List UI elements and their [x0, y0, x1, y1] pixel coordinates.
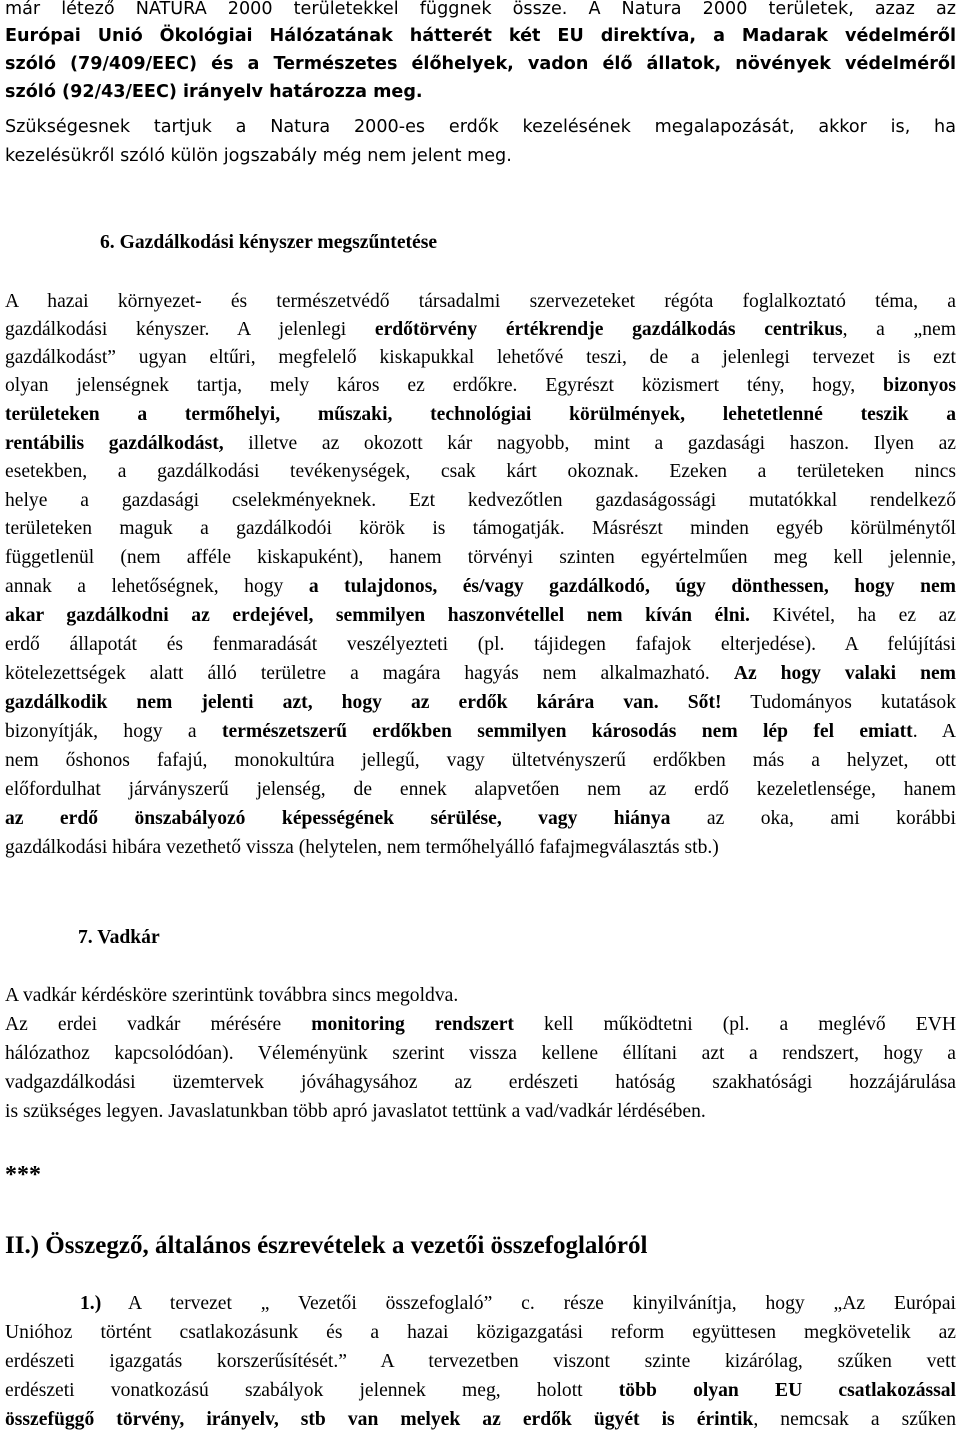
text-line: területeken a termőhelyi, műszaki, technológiai körülmények, lehetetlenné teszik a — [5, 404, 956, 425]
text-line: erdészeti vonatkozású szabályok jelennek meg, holott több olyan EU csatlakozással — [5, 1380, 956, 1401]
separator-stars: *** — [5, 1162, 41, 1188]
text-line: függetlenül (nem afféle kiskapuként), hanem törvényi szinten egyértelműen meg kell jelennie, — [5, 547, 956, 568]
section-heading: 6. Gazdálkodási kényszer megszűntetése — [100, 232, 438, 253]
text-line: szóló (79/409/EEC) és a Természetes élőhelyek, vadon élő állatok, növények védelméről — [5, 54, 956, 74]
text-line: Unióhoz történt csatlakozásunk és a hazai közigazgatási reform együttesen megkövetelik az — [5, 1322, 956, 1343]
text-line: vadgazdálkodási üzemtervek jóváhagysához az erdészeti hatóság szakhatósági hozzájárulása — [5, 1072, 956, 1093]
text-line: az erdő önszabályozó képességének sérülése, vagy hiánya az oka, ami korábbi — [5, 808, 956, 829]
text-line: bizonyítják, hogy a természetszerű erdőkben semmilyen károsodás nem lép fel emiatt. A — [5, 721, 956, 742]
text-line: nem őshonos fafajú, monokultúra jellegű, vagy ültetvényszerű erdőkben más a helyzet, ott — [5, 750, 956, 771]
text-line: is szükséges legyen. Javaslatunkban több apró javaslatot tettünk a vad/vadkár lérdésében. — [5, 1101, 706, 1122]
text-line: kötelezettségek alatt álló területre a magára hagyás nem alkalmazható. Az hogy valaki nem — [5, 663, 956, 684]
text-line: előfordulhat járványszerű jelenség, de ennek alapvetően nem az erdő kezeletlensége, hanem — [5, 779, 956, 800]
text-line: gazdálkodási kényszer. A jelenlegi erdőtörvény értékrendje gazdálkodás centrikus, a „nem — [5, 319, 956, 340]
text-line: Szükségesnek tartjuk a Natura 2000-es erdők kezelésének megalapozását, akkor is, ha — [5, 117, 956, 137]
text-line: 1.) A tervezet „ Vezetői összefoglaló” c. része kinyilvánítja, hogy „Az Európai — [80, 1293, 956, 1314]
section-heading: 7. Vadkár — [78, 927, 160, 948]
text-line: hálózathoz kapcsolódóan). Véleményünk szerint vissza kellene éllítani azt a rendszert, hogy a — [5, 1043, 956, 1064]
text-line: gazdálkodási hibára vezethető vissza (helytelen, nem termőhelyálló fafajmegválasztás stb.) — [5, 837, 719, 858]
text-line: A hazai környezet- és természetvédő társadalmi szervezeteket régóta foglalkoztató téma, a — [5, 291, 956, 312]
text-line: olyan jelenségnek tartja, mely káros ez erdőkre. Egyrészt közismert tény, hogy, bizonyos — [5, 375, 956, 396]
text-line: kezelésükről szóló külön jogszabály még nem jelent meg. — [5, 146, 512, 166]
text-line: Európai Unió Ökológiai Hálózatának hátterét két EU direktíva, a Madarak védelméről — [5, 26, 956, 46]
text-line: helye a gazdasági cselekményeknek. Ezt kedvezőtlen gazdaságossági mutatókkal rendelkező — [5, 490, 956, 511]
text-line: A vadkár kérdésköre szerintünk továbbra sincs megoldva. — [5, 985, 459, 1006]
text-line: gazdálkodást” ugyan eltűri, megfelelő kiskapukkal lehetővé teszi, de a jelenlegi tervezet is ezt — [5, 347, 956, 368]
text-line: erdészeti igazgatás korszerűsítését.” A tervezetben viszont szinte kizárólag, szűken vett — [5, 1351, 956, 1372]
text-line: területeken maguk a gazdálkodói körök is támogatják. Másrészt minden egyéb körülménytől — [5, 518, 956, 539]
text-line: összefüggő törvény, irányelv, stb van melyek az erdők ügyét is érintik, nemcsak a szűken — [5, 1409, 957, 1430]
text-line: Az erdei vadkár mérésére monitoring rendszert kell működtetni (pl. a meglévő EVH — [5, 1014, 956, 1035]
text-line: gazdálkodik nem jelenti azt, hogy az erdők kárára van. Sőt! Tudományos kutatások — [5, 692, 956, 713]
text-line: akar gazdálkodni az erdejével, semmilyen haszonvétellel nem kíván élni. Kivétel, ha ez az — [5, 605, 956, 626]
text-line: már létező NATURA 2000 területekkel függnek össze. A Natura 2000 területek, azaz az — [5, 0, 956, 19]
text-line: annak a lehetőségnek, hogy a tulajdonos, és/vagy gazdálkodó, úgy dönthessen, hogy nem — [5, 576, 956, 597]
section-heading: II.) Összegző, általános észrevételek a vezetői összefoglalóról — [5, 1232, 648, 1259]
text-line: erdő állapotát és fenmaradását veszélyezteti (pl. tájidegen fafajok elterjedése). A felújítási — [5, 634, 956, 655]
text-line: esetekben, a gazdálkodási tevékenységek, csak kárt okoznak. Ezeken a területeken nincs — [5, 461, 956, 482]
text-line: szóló (92/43/EEC) irányelv határozza meg. — [5, 82, 423, 102]
text-line: rentábilis gazdálkodást, illetve az okozott kár nagyobb, mint a gazdasági haszon. Ilyen az — [5, 433, 956, 454]
